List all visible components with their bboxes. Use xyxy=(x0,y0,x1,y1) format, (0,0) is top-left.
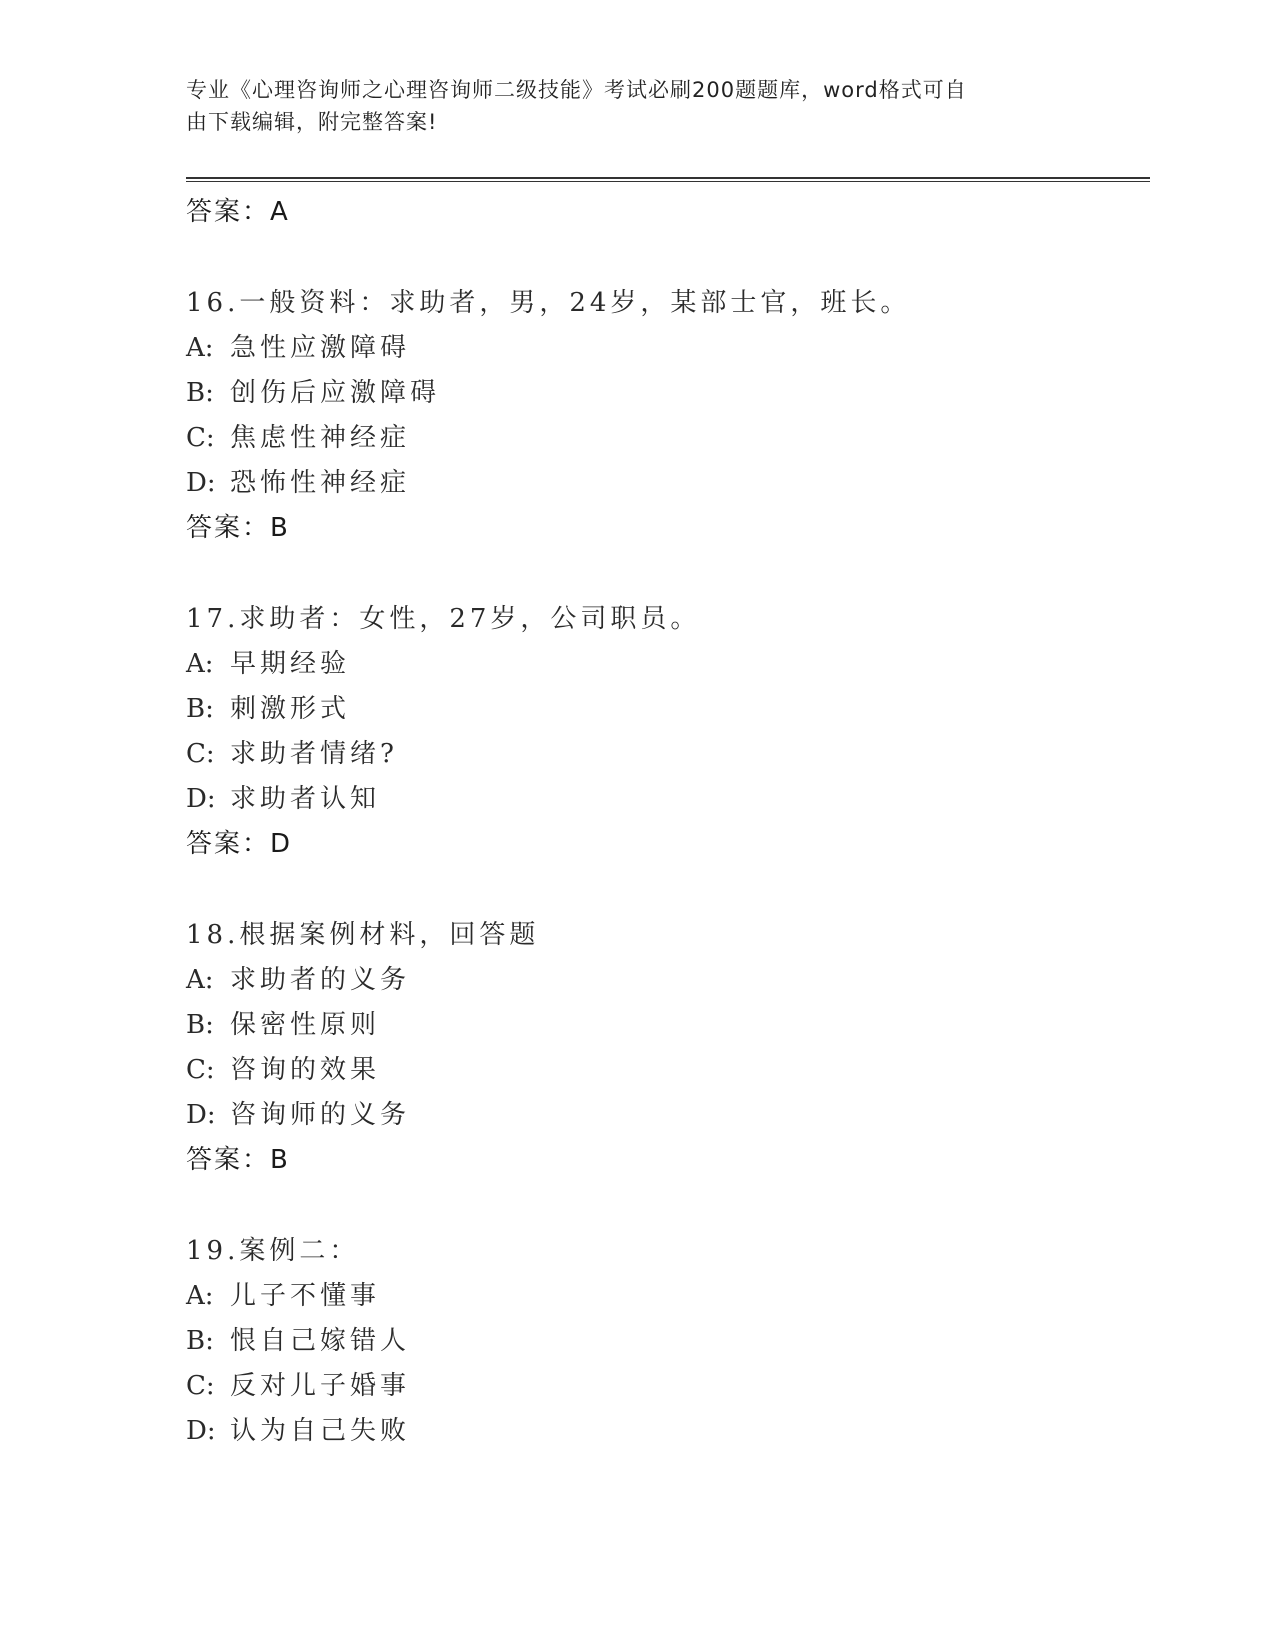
option-c xyxy=(186,416,1146,461)
option-key: A: xyxy=(186,965,214,995)
option-d xyxy=(186,461,1146,506)
answer-line: 答案：B xyxy=(186,513,290,543)
option-c xyxy=(186,1364,1146,1409)
option-key: D: xyxy=(186,468,216,498)
answer-line: 答案：B xyxy=(186,1145,290,1175)
option-key: A: xyxy=(186,649,214,679)
option-key: B: xyxy=(186,378,214,408)
question-title: 16.一般资料：求助者，男，24岁，某部士官，班长。 xyxy=(186,288,911,318)
option-text: 保密性原则 xyxy=(230,1010,381,1040)
option-text: 恨自己嫁错人 xyxy=(230,1326,411,1356)
option-text: 急性应激障碍 xyxy=(230,333,411,363)
question-item xyxy=(186,597,1146,866)
question-item xyxy=(186,281,1146,550)
option-key: D: xyxy=(186,1100,216,1130)
option-key: B: xyxy=(186,1326,214,1356)
question-title: 19.案例二： xyxy=(186,1236,360,1266)
option-key: C: xyxy=(186,423,215,453)
option-d xyxy=(186,1093,1146,1138)
option-a xyxy=(186,958,1146,1003)
option-b xyxy=(186,371,1146,416)
header-divider xyxy=(186,177,1150,179)
option-key: A: xyxy=(186,1281,214,1311)
option-key: D: xyxy=(186,784,216,814)
option-key: C: xyxy=(186,1055,215,1085)
option-text: 刺激形式 xyxy=(230,694,351,724)
header-divider-thin xyxy=(186,181,1150,182)
option-d xyxy=(186,1409,1146,1454)
option-a xyxy=(186,1274,1146,1319)
question-item xyxy=(186,1229,1146,1454)
option-text: 早期经验 xyxy=(230,649,351,679)
option-c xyxy=(186,1048,1146,1093)
option-text: 求助者情绪? xyxy=(230,739,398,769)
option-text: 恐怖性神经症 xyxy=(230,468,411,498)
option-text: 反对儿子婚事 xyxy=(230,1371,411,1401)
option-b xyxy=(186,687,1146,732)
option-key: C: xyxy=(186,1371,215,1401)
document-header xyxy=(186,74,1066,138)
option-text: 咨询师的义务 xyxy=(230,1100,411,1130)
question-title: 18.根据案例材料，回答题 xyxy=(186,920,540,950)
option-key: A: xyxy=(186,333,214,363)
option-key: D: xyxy=(186,1416,216,1446)
option-d xyxy=(186,777,1146,822)
option-key: B: xyxy=(186,1010,214,1040)
option-b xyxy=(186,1003,1146,1048)
option-text: 儿子不懂事 xyxy=(230,1281,381,1311)
option-text: 求助者的义务 xyxy=(230,965,411,995)
option-b xyxy=(186,1319,1146,1364)
option-key: B: xyxy=(186,694,214,724)
answer-line: 答案：D xyxy=(186,829,293,859)
option-key: C: xyxy=(186,739,215,769)
header-line-1: 专业《心理咨询师之心理咨询师二级技能》考试必刷200题题库，word格式可自 xyxy=(186,78,967,102)
option-text: 创伤后应激障碍 xyxy=(230,378,441,408)
question-list xyxy=(186,190,1146,1454)
option-text: 求助者认知 xyxy=(230,784,381,814)
option-c xyxy=(186,732,1146,777)
answer-line: 答案：A xyxy=(186,197,290,227)
option-text: 焦虑性神经症 xyxy=(230,423,411,453)
question-item xyxy=(186,913,1146,1182)
option-a xyxy=(186,326,1146,371)
question-title: 17.求助者：女性，27岁，公司职员。 xyxy=(186,604,701,634)
option-text: 咨询的效果 xyxy=(230,1055,381,1085)
option-a xyxy=(186,642,1146,687)
option-text: 认为自己失败 xyxy=(230,1416,411,1446)
header-line-2: 由下载编辑，附完整答案! xyxy=(186,110,438,134)
